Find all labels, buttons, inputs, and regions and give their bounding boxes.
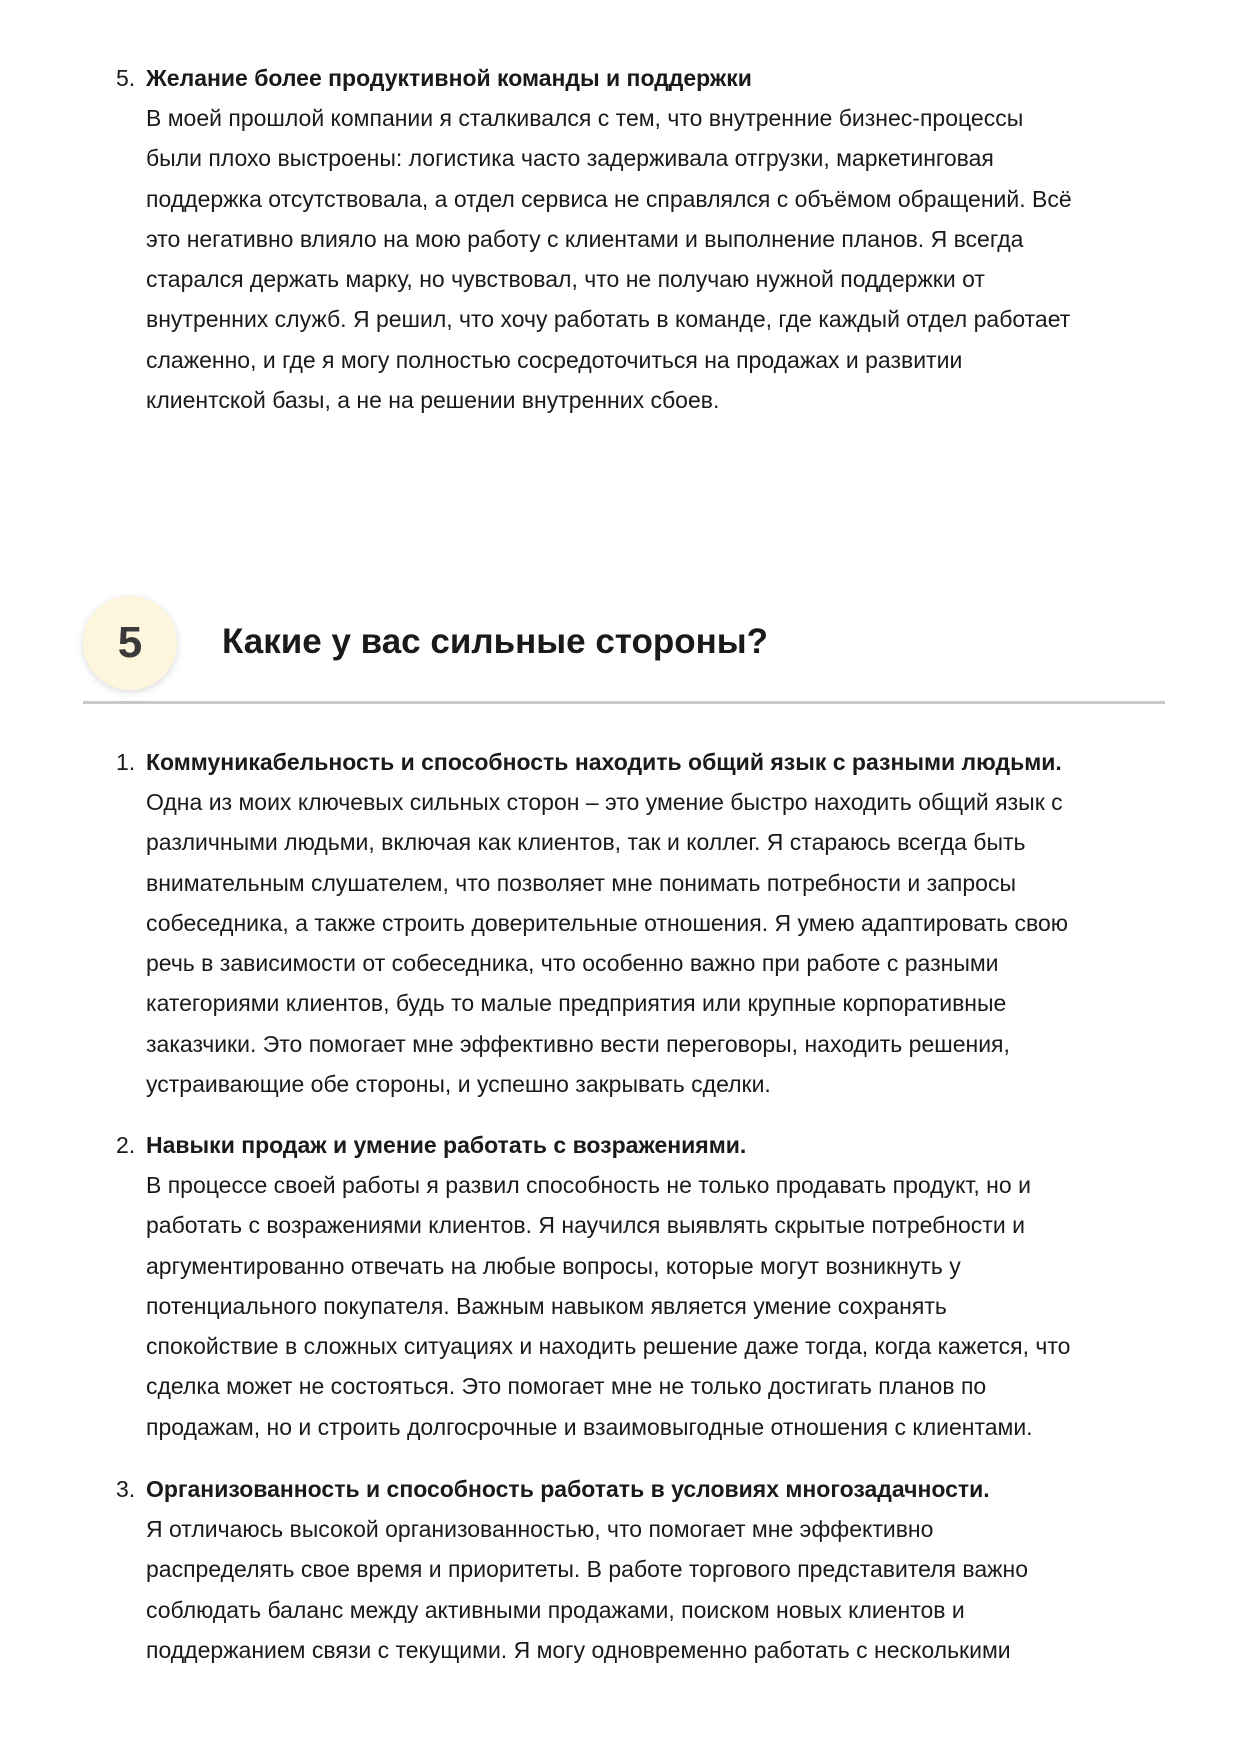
list-item-number: 3. (116, 1476, 136, 1502)
list-item-body (146, 1509, 1156, 1670)
list-item-number: 5. (116, 65, 136, 91)
text-line: потенциального покупателя. Важным навыком является умение сохранять (146, 1292, 947, 1319)
list-item-body (146, 98, 1156, 420)
text-line: категориями клиентов, будь то малые предприятия или крупные корпоративные (146, 990, 1007, 1017)
text-line: были плохо выстроены: логистика часто задерживала отгрузки, маркетинговая (146, 145, 994, 172)
text-line: продажам, но и строить долгосрочные и взаимовыгодные отношения с клиентами. (146, 1413, 1033, 1440)
text-line: Одна из моих ключевых сильных сторон – это умение быстро находить общий язык с (146, 789, 1063, 815)
text-line: работать с возражениями клиентов. Я научился выявлять скрытые потребности и (146, 1212, 1025, 1239)
text-line: В процессе своей работы я развил способность не только продавать продукт, но и (146, 1172, 1031, 1198)
text-line: спокойствие в сложных ситуациях и находить решение даже тогда, когда кажется, что (146, 1333, 1071, 1360)
list-item-number: 2. (116, 1132, 136, 1158)
section-header (83, 596, 1165, 703)
section-divider (83, 701, 1165, 704)
text-line: сделка может не состояться. Это помогает мне не только достигать планов по (146, 1373, 987, 1400)
text-line: заказчики. Это помогает мне эффективно вести переговоры, находить решения, (146, 1030, 1010, 1057)
text-line: слаженно, и где я могу полностью сосредоточиться на продажах и развитии (146, 346, 963, 373)
text-line: внимательным слушателем, что позволяет мне понимать потребности и запросы (146, 869, 1017, 896)
list-item-heading: Желание более продуктивной команды и поддержки (146, 65, 752, 91)
text-line: поддержка отсутствовала, а отдел сервиса не справлялся с объёмом обращений. Всё (146, 185, 1072, 212)
section-title: Какие у вас сильные стороны? (222, 622, 769, 661)
list-item-number: 1. (116, 749, 136, 775)
text-line: клиентской базы, а не на решении внутренних сбоев. (146, 387, 720, 414)
text-line: внутренних служб. Я решил, что хочу работать в команде, где каждый отдел работает (146, 306, 1071, 333)
list-item-heading: Организованность и способность работать в условиях многозадачности. (146, 1476, 990, 1502)
list-item-body (146, 1165, 1156, 1447)
text-line: различными людьми, включая как клиентов, так и коллег. Я стараюсь всегда быть (146, 829, 1026, 856)
text-line: соблюдать баланс между активными продажами, поиском новых клиентов и (146, 1596, 965, 1623)
list-item-communication (116, 742, 1156, 1104)
text-line: В моей прошлой компании я сталкивался с тем, что внутренние бизнес-процессы (146, 105, 1024, 131)
list-item-sales-skills (116, 1125, 1156, 1447)
list-item-heading: Навыки продаж и умение работать с возражениями. (146, 1132, 747, 1158)
list-item-organization (116, 1469, 1156, 1670)
text-line: собеседника, а также строить доверительные отношения. Я умею адаптировать свою (146, 909, 1069, 936)
text-line: Я отличаюсь высокой организованностью, что помогает мне эффективно (146, 1516, 934, 1542)
text-line: старался держать марку, но чувствовал, что не получаю нужной поддержки от (146, 266, 985, 293)
list-item-body (146, 782, 1156, 1104)
text-line: устраивающие обе стороны, и успешно закрывать сделки. (146, 1071, 771, 1098)
text-line: поддержанием связи с текущими. Я могу одновременно работать с несколькими (146, 1636, 1011, 1663)
list-item-desire-productive-team (116, 58, 1156, 420)
text-line: речь в зависимости от собеседника, что особенно важно при работе с разными (146, 950, 999, 977)
text-line: аргументированно отвечать на любые вопросы, которые могут возникнуть у (146, 1252, 961, 1279)
text-line: распределять свое время и приоритеты. В работе торгового представителя важно (146, 1556, 1029, 1583)
list-item-heading: Коммуникабельность и способность находить общий язык с разными людьми. (146, 749, 1062, 775)
section-number-badge: 5 (83, 596, 177, 690)
text-line: это негативно влияло на мою работу с клиентами и выполнение планов. Я всегда (146, 225, 1024, 252)
